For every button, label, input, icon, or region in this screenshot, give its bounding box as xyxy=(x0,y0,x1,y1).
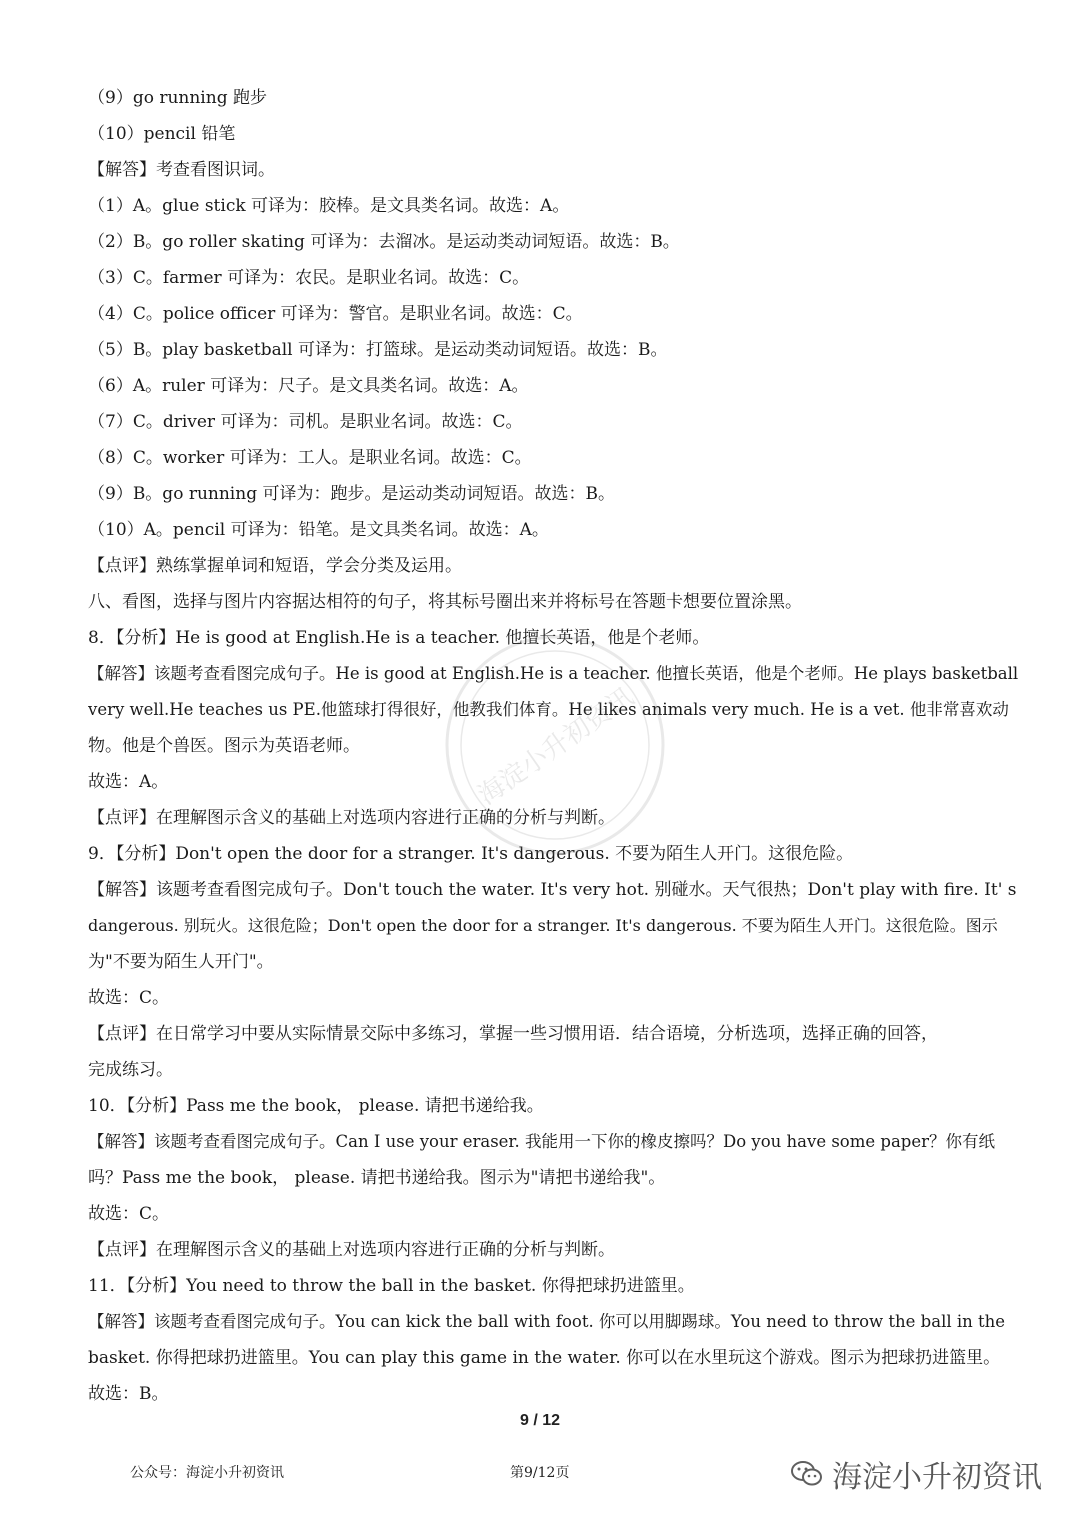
watermark-badge xyxy=(790,1452,1042,1496)
watermark-stamp-text: 海淀小升初资讯 xyxy=(472,682,640,812)
text-line: （10）pencil 铅笔 xyxy=(88,124,236,144)
text-line: 【点评】在理解图示含义的基础上对选项内容进行正确的分析与判断。 xyxy=(88,808,615,828)
text-line: （3）C。farmer 可译为：农民。是职业名词。故选：C。 xyxy=(88,268,530,288)
text-line: （6）A。ruler 可译为：尺子。是文具类名词。故选：A。 xyxy=(88,376,529,396)
text-line: 完成练习。 xyxy=(88,1060,173,1080)
text-line: 吗？Pass me the book， please. 请把书递给我。图示为"请把书递给我"。 xyxy=(88,1168,666,1188)
text-line: very well.He teaches us PE.他篮球打得很好，他教我们体育。He likes animals very much. He is a vet. 他非常喜欢动 xyxy=(88,700,1009,719)
text-line: （7）C。driver 可译为：司机。是职业名词。故选：C。 xyxy=(88,412,523,432)
text-line: 【解答】该题考查看图完成句子。Can I use your eraser. 我能用一下你的橡皮擦吗？Do you have some paper？你有纸 xyxy=(88,1132,996,1151)
wechat-icon xyxy=(790,1459,824,1489)
text-line: 11．【分析】You need to throw the ball in the basket. 你得把球扔进篮里。 xyxy=(88,1276,695,1296)
text-line: （2）B。go roller skating 可译为：去溜冰。是运动类动词短语。故选：B。 xyxy=(88,232,680,252)
text-line: 故选：A。 xyxy=(88,772,169,792)
text-line: basket. 你得把球扔进篮里。You can play this game in the water. 你可以在水里玩这个游戏。图示为把球扔进篮里。 xyxy=(88,1348,1001,1368)
text-line: 【解答】该题考查看图完成句子。He is good at English.He is a teacher. 他擅长英语，他是个老师。He plays basketball xyxy=(88,664,1018,683)
text-line: （9）go running 跑步 xyxy=(88,88,267,108)
text-line: 8．【分析】He is good at English.He is a teacher. 他擅长英语，他是个老师。 xyxy=(88,628,710,648)
text-line: 【点评】在理解图示含义的基础上对选项内容进行正确的分析与判断。 xyxy=(88,1240,615,1260)
text-line: 故选：C。 xyxy=(88,1204,170,1224)
text-line: （4）C。police officer 可译为：警官。是职业名词。故选：C。 xyxy=(88,304,583,324)
text-line: 【点评】在日常学习中要从实际情景交际中多练习，掌握一些习惯用语．结合语境，分析选项，选择正确的回答， xyxy=(88,1024,938,1044)
text-line: dangerous. 别玩火。这很危险；Don't open the door for a stranger. It's dangerous. 不要为陌生人开门。这很危险。图示 xyxy=(88,916,998,935)
text-line: 物。他是个兽医。图示为英语老师。 xyxy=(88,736,360,756)
text-line: （1）A。glue stick 可译为：胶棒。是文具类名词。故选：A。 xyxy=(88,196,570,216)
document-body xyxy=(88,80,1018,1412)
footer-public-account: 公众号：海淀小升初资讯 xyxy=(130,1465,284,1481)
text-line: 【点评】熟练掌握单词和短语，学会分类及运用。 xyxy=(88,556,462,576)
text-line: 为"不要为陌生人开门"。 xyxy=(88,952,274,972)
text-line: 【解答】该题考查看图完成句子。You can kick the ball with foot. 你可以用脚踢球。You need to throw the ball in the xyxy=(88,1312,1006,1331)
text-line: （10）A。pencil 可译为：铅笔。是文具类名词。故选：A。 xyxy=(88,520,549,540)
text-line: 【解答】该题考查看图完成句子。Don't touch the water. It's very hot. 别碰水。天气很热；Don't play with fire. It' s xyxy=(88,880,1017,900)
text-line: （5）B。play basketball 可译为：打篮球。是运动类动词短语。故选：B。 xyxy=(88,340,668,360)
footer-page-label: 第9/12页 xyxy=(510,1465,570,1481)
text-line: （9）B。go running 可译为：跑步。是运动类动词短语。故选：B。 xyxy=(88,484,615,504)
text-line: 【解答】考查看图识词。 xyxy=(88,160,275,180)
watermark-text: 海淀小升初资讯 xyxy=(832,1460,1042,1495)
text-line: 故选：C。 xyxy=(88,988,170,1008)
text-line: 八、看图，选择与图片内容据达相符的句子，将其标号圈出来并将标号在答题卡想要位置涂黑。 xyxy=(88,592,802,612)
text-line: 10．【分析】Pass me the book， please. 请把书递给我。 xyxy=(88,1096,544,1116)
text-line: （8）C。worker 可译为：工人。是职业名词。故选：C。 xyxy=(88,448,532,468)
page-number: 9 / 12 xyxy=(519,1412,561,1429)
text-line: 故选：B。 xyxy=(88,1384,169,1404)
text-line: 9．【分析】Don't open the door for a stranger. It's dangerous. 不要为陌生人开门。这很危险。 xyxy=(88,844,854,864)
